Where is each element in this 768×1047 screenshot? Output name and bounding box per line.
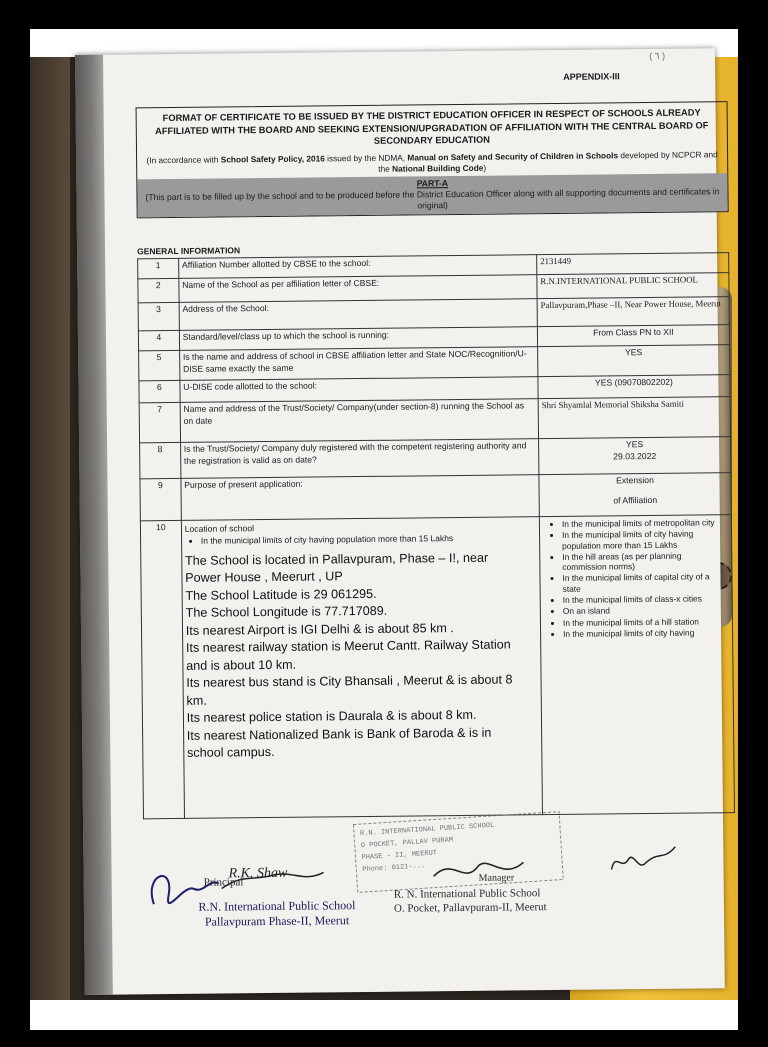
subtitle-bold-3: National Building Code xyxy=(392,162,484,174)
location-option: • In the municipal limits of capital city of a state xyxy=(562,572,727,594)
handwritten-line: The School Latitude is 29 061295. xyxy=(185,586,377,603)
location-option: • In the municipal limits of a hill station xyxy=(563,616,728,628)
row-number: 8 xyxy=(140,442,181,478)
part-a-note: (This part is to be filled up by the school and to be produced before the District Education Officer along with all supporting documents and certificates in original) xyxy=(145,185,720,210)
row-question: Name of the School as per affiliation letter of CBSE: xyxy=(179,275,537,303)
row-number: 6 xyxy=(139,380,180,402)
handwritten-line: Its nearest railway station is Meerut Cantt. Railway Station xyxy=(185,637,511,655)
subtitle-text-4: ) xyxy=(483,162,487,173)
row-question: Purpose of present application: xyxy=(181,475,540,521)
answer-line-2: 29.03.2022 xyxy=(613,450,657,461)
manager-signature-icon xyxy=(423,850,543,891)
row-answer: R.N.INTERNATIONAL PUBLIC SCHOOL xyxy=(537,273,729,299)
row-answer: From Class PN to XII xyxy=(537,325,729,347)
location-option: • In the municipal limits of city having population more than 15 Lakhs xyxy=(562,528,727,550)
part-a-band xyxy=(137,173,727,217)
certificate-page xyxy=(75,48,725,995)
handwritten-line: Its nearest bus stand is City Bhansali , Meerut & is about 8 xyxy=(186,672,513,690)
location-bullet: • In the municipal limits of city having population more than 15 Lakhs xyxy=(201,532,536,547)
document-photo xyxy=(30,50,738,1000)
table-row xyxy=(139,397,730,443)
location-options xyxy=(539,515,734,815)
location-option-list xyxy=(540,515,732,644)
answer-line-2: of Affiliation xyxy=(613,494,658,505)
row-number: 2 xyxy=(138,278,179,302)
table-row xyxy=(140,437,731,479)
location-option: • In the municipal limits of metropolitan city xyxy=(562,517,727,529)
subtitle-bold-1: School Safety Policy, 2016 xyxy=(220,152,325,164)
handwritten-line: Its nearest Nationalized Bank is Bank of Baroda & is in xyxy=(186,725,492,743)
location-option: • In the municipal limits of city having xyxy=(563,627,728,639)
row-number: 9 xyxy=(140,478,181,520)
handwritten-location-details xyxy=(185,549,538,763)
row-answer: 2131449 xyxy=(537,253,729,275)
principal-school-stamp xyxy=(142,898,412,931)
school-address-right: O. Pocket, Pallavpuram-II, Meerut xyxy=(393,901,547,915)
school-address-left: Pallavpuram Phase-II, Meerut xyxy=(204,913,350,929)
row-question: Name and address of the Trust/Society/ Company(under section-8) running the School as on date xyxy=(180,399,539,443)
row-question: U-DISE code allotted to the school: xyxy=(180,377,538,403)
handwritten-line: Its nearest Airport is IGI Delhi & is about 85 km . xyxy=(185,620,454,638)
principal-sign-text: R.K. Shaw xyxy=(228,865,288,882)
handwritten-line: school campus. xyxy=(186,744,275,760)
stamp-line: PHASE - II, MEERUT xyxy=(361,849,438,863)
location-option: • On an island xyxy=(563,605,728,617)
row-question: Is the Trust/Society/ Company duly registered with the competent registering authority and the registration is valid as on date? xyxy=(180,439,539,479)
stamp-line: Phone: 0121-... xyxy=(362,862,426,875)
officer-signature-icon xyxy=(603,841,683,882)
location-option: • In the hill areas (as per planning commission norms) xyxy=(562,550,727,572)
handwritten-line: The School Longitude is 77.717089. xyxy=(185,603,388,620)
handwritten-line: and is about 10 km. xyxy=(186,657,297,673)
answer-line-1: YES xyxy=(625,439,644,450)
row-answer: Shri Shyamlal Memorial Shiksha Samiti xyxy=(538,397,730,439)
subtitle-text-3: developed by NCPCR and the xyxy=(378,148,718,174)
scan-edge-shadow xyxy=(75,55,113,995)
certificate-header xyxy=(136,101,729,218)
row-answer: YES (09070802202) xyxy=(538,375,730,399)
row-answer xyxy=(539,473,731,517)
handwritten-line: Power House , Meerurt , UP xyxy=(185,569,343,585)
row-number: 5 xyxy=(139,350,180,380)
row-number: 4 xyxy=(138,330,179,350)
table-row-location xyxy=(140,515,734,819)
row-answer xyxy=(539,437,731,475)
bottom-border xyxy=(30,1000,738,1030)
school-name-right: R. N. International Public School xyxy=(393,887,541,901)
stamp-line: R.N. INTERNATIONAL PUBLIC SCHOOL xyxy=(359,821,495,839)
row-question: Affiliation Number allotted by CBSE to the school: xyxy=(178,255,536,279)
subtitle-text-1: (In accordance with xyxy=(146,153,221,165)
row-number: 7 xyxy=(139,402,180,442)
page-mark: ( ٦ ) xyxy=(649,50,666,61)
row-number: 3 xyxy=(138,302,179,330)
manager-school-stamp xyxy=(394,885,614,915)
row-question: Address of the School: xyxy=(179,299,538,331)
handwritten-line: Its nearest police station is Daurala & is about 8 km. xyxy=(186,707,477,725)
certificate-title: FORMAT OF CERTIFICATE TO BE ISSUED BY THE DISTRICT EDUCATION OFFICER IN RESPECT OF SCHOOLS ALREADY AFFILIATED WITH THE BOARD AND SEEKING EXTENSION/UPGRADATION OF AFFILIATION WITH THE CENTRAL BOARD OF SECONDARY EDUCATION xyxy=(155,107,709,146)
manager-label: Manager xyxy=(478,872,515,884)
general-info-table xyxy=(137,252,735,819)
row-question: Standard/level/class up to which the school is running: xyxy=(179,327,537,351)
subtitle-text-2: issued by the NDMA, xyxy=(324,152,408,163)
part-a-label: PART-A xyxy=(416,177,449,188)
appendix-label: APPENDIX-III xyxy=(563,71,620,82)
handwritten-line: The School is located in Pallavpuram, Phase – I!, near xyxy=(184,550,489,568)
location-label: Location of school xyxy=(184,523,255,534)
location-option: • In the municipal limits of class-x cities xyxy=(563,593,728,605)
general-information-heading: GENERAL INFORMATION xyxy=(137,245,241,257)
row-number: 10 xyxy=(140,520,184,818)
row-number: 1 xyxy=(138,258,179,278)
answer-line-1: Extension xyxy=(616,474,654,486)
row-answer: YES xyxy=(538,345,730,377)
handwritten-line: km. xyxy=(186,693,207,708)
folder-shadow xyxy=(30,57,70,1000)
row-question: Is the name and address of school in CBSE affiliation letter and State NOC/Recognition/U-DISE same exactly the same xyxy=(179,347,538,381)
stamp-line: O POCKET, PALLAV PURAM xyxy=(360,836,454,851)
subtitle-bold-2: Manual on Safety and Security of Children in Schools xyxy=(407,149,619,163)
row-answer: Pallavpuram,Phase –II, Near Power House, Meerut xyxy=(537,297,729,327)
table-row xyxy=(140,473,731,521)
school-name-left: R.N. International Public School xyxy=(198,898,356,914)
row-question xyxy=(181,517,542,819)
principal-label: Principal xyxy=(203,876,244,889)
